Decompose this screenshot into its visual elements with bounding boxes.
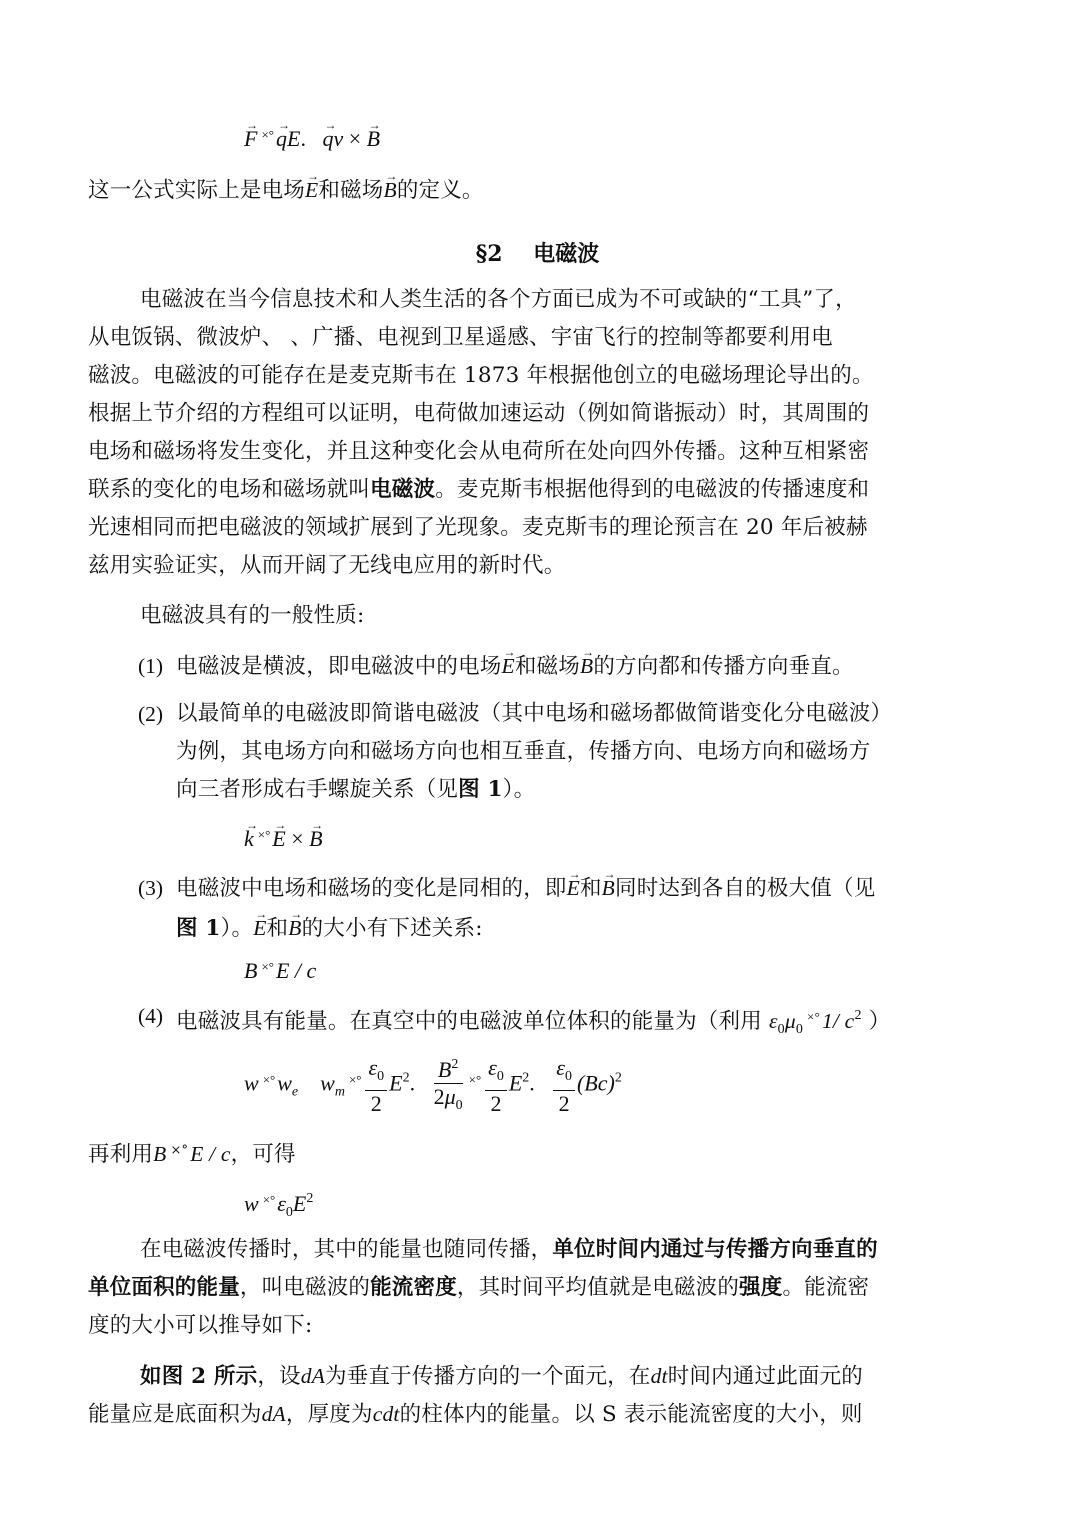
item-number: (4) bbox=[138, 1004, 164, 1028]
paragraph-line: 根据上节介绍的方程组可以证明，电荷做加速运动（例如简谐振动）时，其周围的 bbox=[88, 401, 870, 426]
text-segment: 电磁波具有能量。在真空中的电磁波单位体积的能量为（利用 bbox=[176, 1009, 762, 1034]
item-3-line bbox=[176, 910, 991, 947]
item-1-text bbox=[176, 648, 991, 685]
symbol-mu: μ bbox=[784, 1009, 796, 1033]
symbol-B: B bbox=[244, 958, 258, 983]
text-segment: 和 bbox=[266, 916, 289, 941]
text-segment: 和 bbox=[579, 876, 602, 901]
symbol-E: E bbox=[389, 1070, 403, 1096]
symbol-B: → B bbox=[580, 648, 593, 684]
fraction bbox=[485, 1055, 507, 1117]
intro-prefix: 这一公式实际上是电场 bbox=[88, 178, 306, 203]
text-segment: ，设 bbox=[257, 1364, 301, 1389]
term-energy-flux-density: 能流密度 bbox=[370, 1275, 457, 1300]
term-Bc: (Bc) bbox=[576, 1070, 615, 1096]
symbol-k: → k bbox=[244, 824, 254, 854]
text-segment: 能量应是底面积为 bbox=[88, 1402, 262, 1427]
symbol-epsilon: ε bbox=[556, 1054, 565, 1080]
symbol-dt: dt bbox=[650, 1364, 668, 1388]
paragraph-line: 兹用实验证实，从而开阔了无线电应用的新时代。 bbox=[88, 553, 566, 578]
text-segment: 。麦克斯韦根据他得到的电磁波的传播速度和 bbox=[435, 477, 870, 502]
properties-intro: 电磁波具有的一般性质: bbox=[140, 603, 365, 628]
lorentz-force-formula bbox=[244, 124, 380, 157]
paragraph-line: 光速相同而把电磁波的领域扩展到了光现象。麦克斯韦的理论预言在 20 年后被赫 bbox=[88, 515, 868, 540]
text-segment: ）。 bbox=[502, 777, 536, 802]
reuse-line bbox=[88, 1136, 988, 1176]
section-title: 电磁波 bbox=[533, 241, 600, 267]
symbol-w: w bbox=[277, 1070, 292, 1096]
garbled-equals: ×° bbox=[261, 959, 274, 974]
bold-text: 单位面积的能量 bbox=[88, 1275, 240, 1300]
garbled-equals: ×° bbox=[262, 1192, 276, 1207]
garbled-equals: ×° bbox=[257, 827, 271, 842]
item-2-line: 以最简单的电磁波即简谐电磁波（其中电场和磁场都做简谐变化分电磁波） bbox=[176, 701, 893, 726]
symbol-E: → E bbox=[253, 910, 266, 946]
fraction bbox=[434, 1052, 463, 1119]
text-segment: ，厚度为 bbox=[285, 1402, 373, 1427]
symbol-E: → E bbox=[567, 870, 580, 906]
formula-dot: . bbox=[300, 126, 306, 151]
denominator: 2 bbox=[370, 1090, 382, 1116]
text-segment: ，叫电磁波的 bbox=[239, 1275, 371, 1300]
subscript: 0 bbox=[777, 1022, 785, 1037]
inline-condition bbox=[768, 1008, 862, 1037]
term-electromagnetic-wave: 电磁波 bbox=[370, 477, 436, 502]
paragraph-line: 电场和磁场将发生变化，并且这种变化会从电荷所在处向四外传播。这种互相紧密 bbox=[88, 439, 870, 464]
garbled-equals: ×° bbox=[468, 1071, 482, 1087]
text-segment: ） bbox=[868, 1009, 891, 1034]
superscript: 2 bbox=[614, 1070, 622, 1086]
superscript: 2 bbox=[854, 1008, 862, 1023]
text-segment: 为垂直于传播方向的一个面元，在 bbox=[325, 1364, 651, 1389]
symbol-w: w bbox=[244, 1070, 259, 1096]
symbol-E: → E bbox=[272, 824, 285, 854]
garbled-equals: ×° bbox=[170, 1143, 189, 1158]
symbol-w: w bbox=[244, 1191, 259, 1216]
paragraph-line: 电磁波在当今信息技术和人类生活的各个方面已成为不可或缺的“工具”了， bbox=[140, 287, 857, 312]
garbled-equals: ×° bbox=[348, 1071, 362, 1087]
symbol-epsilon: ε bbox=[768, 1009, 778, 1033]
subscript: m bbox=[334, 1084, 345, 1100]
symbol-B: → B bbox=[602, 870, 615, 906]
text-segment: 同时达到各自的极大值（见 bbox=[615, 876, 876, 901]
text-segment: ，其时间平均值就是电磁波的 bbox=[456, 1275, 740, 1300]
superscript: 2 bbox=[451, 1057, 459, 1072]
text-segment: 和磁场 bbox=[514, 654, 580, 679]
formula-symbol-F: → F bbox=[244, 124, 257, 154]
symbol-w: w bbox=[320, 1070, 335, 1096]
text-segment: 电磁波中电场和磁场的变化是同相的，即 bbox=[176, 876, 567, 901]
figure-ref: 如图 2 所示 bbox=[140, 1364, 258, 1389]
paragraph-line: 从电饭锅、微波炉、 、广播、电视到卫星遥感、宇宙飞行的控制等都要利用电 bbox=[88, 325, 833, 350]
symbol-B: B bbox=[153, 1142, 167, 1166]
symbol-epsilon: ε bbox=[368, 1054, 378, 1080]
formula-symbol-B: → B bbox=[367, 124, 380, 154]
figure-ref: 图 1 bbox=[458, 777, 503, 802]
symbol-E: → E bbox=[502, 648, 515, 684]
fraction bbox=[553, 1055, 575, 1117]
subscript: 0 bbox=[285, 1205, 293, 1220]
text-segment: 再利用 bbox=[88, 1142, 154, 1167]
formula-rhs: E / c bbox=[275, 958, 317, 983]
superscript: 2 bbox=[306, 1191, 314, 1206]
item-2-line bbox=[176, 772, 991, 808]
symbol-dA: dA bbox=[300, 1364, 326, 1388]
paragraph-line bbox=[88, 1396, 988, 1433]
intro-line bbox=[88, 172, 988, 209]
formula-dot: . bbox=[529, 1070, 535, 1096]
fraction bbox=[365, 1055, 387, 1117]
item-number: (2) bbox=[138, 702, 164, 726]
subscript: 0 bbox=[564, 1068, 572, 1084]
item-number: (3) bbox=[138, 876, 164, 900]
text-segment: ，可得 bbox=[230, 1142, 296, 1167]
paragraph-line: 磁波。电磁波的可能存在是麦克斯韦在 1873 年根据他创立的电磁场理论导出的。 bbox=[88, 363, 874, 388]
symbol-epsilon: ε bbox=[277, 1191, 286, 1216]
symbol-B: → B bbox=[288, 910, 301, 946]
paragraph-line bbox=[140, 1358, 990, 1395]
superscript: 2 bbox=[402, 1070, 410, 1086]
symbol-dA: dA bbox=[261, 1402, 286, 1426]
energy-density-result bbox=[244, 1184, 313, 1228]
paragraph-line bbox=[140, 1232, 990, 1268]
intro-suffix: 的定义。 bbox=[396, 178, 484, 203]
superscript: 2 bbox=[522, 1070, 530, 1086]
symbol-mu: μ bbox=[444, 1084, 456, 1109]
text-segment: 联系的变化的电场和磁场就叫 bbox=[88, 477, 371, 502]
term-intensity: 强度 bbox=[739, 1275, 783, 1300]
formula-term-qE: → qE bbox=[276, 124, 300, 154]
energy-density-formula bbox=[244, 1052, 622, 1119]
formula-rhs: E / c bbox=[190, 1142, 231, 1166]
symbol-epsilon: ε bbox=[488, 1054, 497, 1080]
symbol-B: B bbox=[437, 1057, 452, 1082]
text-segment: 时间内通过此面元的 bbox=[667, 1364, 863, 1389]
bold-text: 单位时间内通过与传播方向垂直的 bbox=[552, 1237, 878, 1262]
paragraph-line bbox=[88, 1270, 988, 1306]
text-segment: ）。 bbox=[220, 916, 254, 941]
intro-mid: 和磁场 bbox=[318, 178, 384, 203]
item-2-line: 为例，其电场方向和磁场方向也相互垂直，传播方向、电场方向和磁场方 bbox=[176, 739, 871, 764]
garbled-equals: ×° bbox=[262, 1071, 276, 1087]
garbled-equals: ×° bbox=[807, 1009, 820, 1024]
formula-rhs: 1/ c bbox=[821, 1009, 855, 1033]
formula-term-qv: → qv bbox=[322, 124, 343, 154]
coefficient: 2 bbox=[433, 1084, 445, 1109]
item-number: (1) bbox=[138, 654, 164, 678]
symbol-B: → B bbox=[309, 824, 322, 854]
item-4-line bbox=[176, 998, 991, 1048]
symbol-B: → B bbox=[383, 172, 396, 208]
subscript: 0 bbox=[377, 1068, 385, 1084]
section-heading bbox=[0, 236, 1075, 272]
denominator: 2 bbox=[490, 1090, 502, 1116]
paragraph-line: 度的大小可以推导如下: bbox=[88, 1313, 313, 1338]
text-segment: 的方向都和传播方向垂直。 bbox=[593, 654, 854, 679]
subscript: 0 bbox=[455, 1098, 463, 1113]
text-segment: 在电磁波传播时，其中的能量也随同传播， bbox=[140, 1237, 553, 1262]
times-symbol: × bbox=[348, 126, 362, 151]
section-number: §2 bbox=[475, 241, 503, 267]
garbled-equals: ×° bbox=[261, 127, 274, 142]
symbol-E: E bbox=[508, 1070, 523, 1096]
text-segment: 向三者形成右手螺旋关系（见 bbox=[176, 777, 459, 802]
times-symbol: × bbox=[291, 826, 304, 851]
text-segment: 的柱体内的能量。以 S 表示能流密度的大小，则 bbox=[399, 1402, 863, 1427]
subscript: e bbox=[291, 1084, 299, 1100]
paragraph-line bbox=[88, 472, 988, 508]
denominator: 2 bbox=[558, 1090, 570, 1116]
symbol-E: E bbox=[292, 1191, 307, 1216]
text-segment: 的大小有下述关系: bbox=[301, 916, 483, 941]
b-e-relation-formula bbox=[244, 956, 316, 989]
text-segment: 。能流密 bbox=[782, 1275, 870, 1300]
symbol-E: → E bbox=[305, 172, 318, 208]
text-segment: 电磁波是横波，即电磁波中的电场 bbox=[176, 654, 502, 679]
subscript: 0 bbox=[795, 1022, 804, 1037]
symbol-cdt: cdt bbox=[372, 1402, 400, 1426]
wave-vector-formula bbox=[244, 824, 323, 857]
subscript: 0 bbox=[496, 1068, 504, 1084]
formula-dot: . bbox=[409, 1070, 416, 1096]
figure-ref: 图 1 bbox=[176, 916, 221, 941]
